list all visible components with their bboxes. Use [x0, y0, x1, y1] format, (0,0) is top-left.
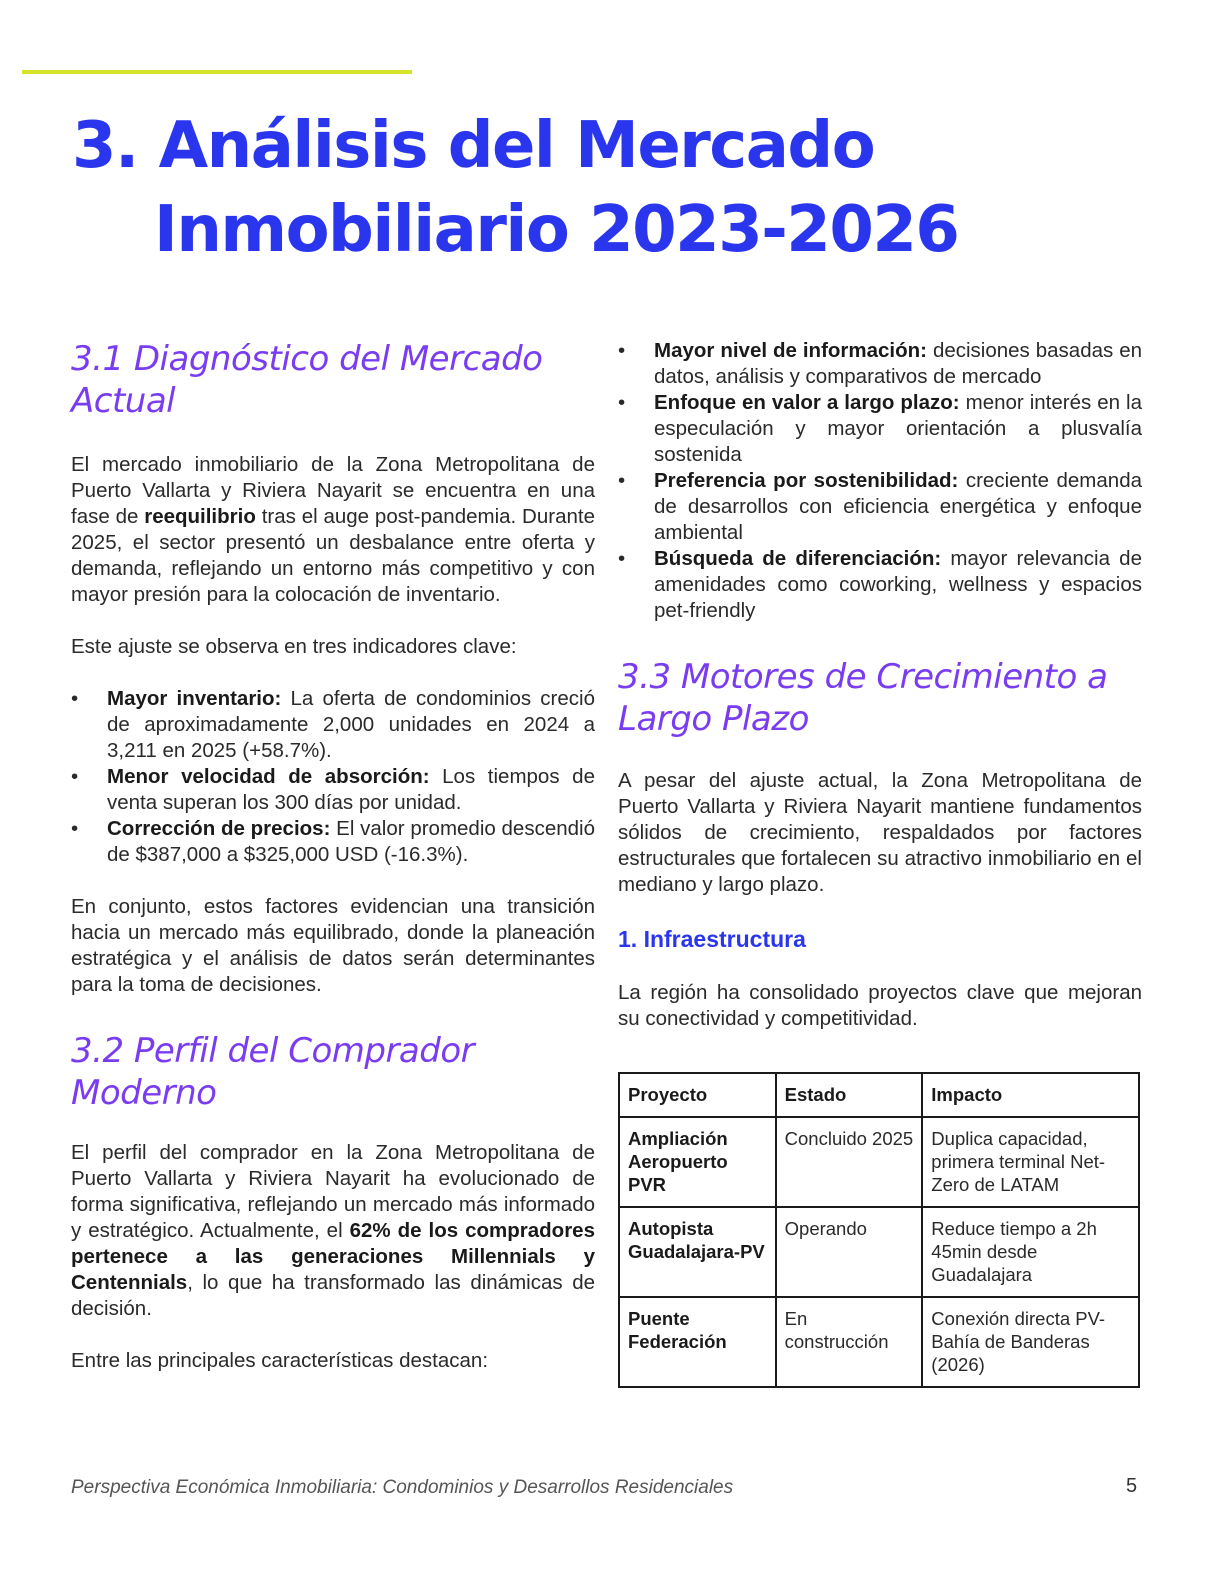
bullet-bold: Búsqueda de diferenciación: — [654, 547, 942, 570]
table-cell: Operando — [776, 1207, 923, 1297]
left-column — [71, 338, 595, 1374]
bullet-icon: • — [71, 687, 79, 710]
table-cell: Concluido 2025 — [776, 1117, 923, 1207]
page-title-line2: Inmobiliario 2023-2026 — [154, 193, 959, 267]
table-cell: Conexión directa PV-Bahía de Banderas (2026) — [922, 1297, 1139, 1387]
table-cell: Duplica capacidad, primera terminal Net-Zero de LATAM — [922, 1117, 1139, 1207]
section-3-3-paragraph-2: La región ha consolidado proyectos clave que mejoran su conectividad y competitividad. — [618, 981, 1142, 1030]
bullet-bold: Mayor nivel de información: — [654, 339, 927, 362]
list-item — [71, 764, 595, 816]
bullet-bold: Corrección de precios: — [107, 817, 331, 840]
list-item — [618, 338, 1142, 390]
table-header-cell: Estado — [776, 1073, 923, 1117]
table-header-row — [619, 1073, 1139, 1117]
bullet-bold: Mayor inventario: — [107, 687, 282, 710]
bullet-icon: • — [618, 469, 626, 492]
bullet-text: La oferta de condominios creció de aproximadamente 2,000 unidades en 2024 a 3,211 en 2025 (+58.7%). — [107, 687, 595, 762]
bullet-text: decisiones basadas en datos, análisis y comparativos de mercado — [654, 339, 1143, 388]
bold-span: reequilibrio — [144, 505, 256, 528]
bullet-icon: • — [71, 817, 79, 840]
page-title — [72, 104, 1172, 272]
text-span: El perfil del comprador en la Zona Metropolitana de Puerto Vallarta y Riviera Nayarit ha evolucionado de forma significativa, reflejando un mercado más informado y estratégico. Actualmente, el — [71, 1141, 595, 1242]
table-cell: Reduce tiempo a 2h 45min desde Guadalajara — [922, 1207, 1139, 1297]
text-span: tras el auge post-pandemia. Durante 2025, el sector presentó un desbalance entre oferta y demanda, reflejando un entorno más competitivo y con mayor presión para la colocación de inventario. — [71, 505, 595, 606]
right-column — [618, 338, 1142, 1388]
section-3-2-paragraph-1 — [71, 1140, 595, 1322]
table-cell: Ampliación Aeropuerto PVR — [619, 1117, 776, 1207]
list-item — [618, 390, 1142, 468]
bullet-icon: • — [618, 547, 626, 570]
section-3-2-bullets — [618, 338, 1142, 624]
bullet-icon: • — [618, 391, 626, 414]
bullet-text: El valor promedio descendió de $387,000 a $325,000 USD (-16.3%). — [107, 817, 595, 866]
table-row — [619, 1117, 1139, 1207]
section-3-2-heading: 3.2 Perfil del Comprador Moderno — [71, 1031, 475, 1113]
bullet-text: menor interés en la especulación y mayor orientación a plusvalía sostenida — [654, 391, 1142, 466]
section-3-2-paragraph-2: Entre las principales características destacan: — [71, 1349, 489, 1372]
bold-span: 62% de los compradores pertenece a las generaciones Millennials y Centennials — [71, 1219, 595, 1294]
footer-text: Perspectiva Económica Inmobiliaria: Condominios y Desarrollos Residenciales — [71, 1477, 734, 1498]
section-3-1-heading: 3.1 Diagnóstico del Mercado Actual — [71, 339, 543, 421]
table-cell: En construcción — [776, 1297, 923, 1387]
table-header-cell: Proyecto — [619, 1073, 776, 1117]
bullet-text: mayor relevancia de amenidades como coworking, wellness y espacios pet-friendly — [654, 547, 1142, 622]
section-3-1-paragraph-3: En conjunto, estos factores evidencian una transición hacia un mercado más equilibrado, donde la planeación estratégica y el análisis de datos serán determinantes para la toma de decisiones. — [71, 895, 595, 996]
infrastructure-table — [618, 1072, 1140, 1388]
bullet-bold: Menor velocidad de absorción: — [107, 765, 430, 788]
section-3-1-bullets — [71, 686, 595, 868]
bullet-bold: Preferencia por sostenibilidad: — [654, 469, 959, 492]
text-span: El mercado inmobiliario de la Zona Metropolitana de Puerto Vallarta y Riviera Nayarit se encuentra en una fase de — [71, 453, 595, 528]
list-item — [71, 816, 595, 868]
list-item — [71, 686, 595, 764]
list-item — [618, 546, 1142, 624]
section-3-3-heading: 3.3 Motores de Crecimiento a Largo Plazo — [618, 657, 1108, 739]
bullet-icon: • — [71, 765, 79, 788]
bullet-icon: • — [618, 339, 626, 362]
section-3-1-paragraph-2: Este ajuste se observa en tres indicadores clave: — [71, 635, 517, 658]
table-cell: Puente Federación — [619, 1297, 776, 1387]
top-accent-line — [22, 70, 412, 74]
section-3-3-paragraph-1: A pesar del ajuste actual, la Zona Metropolitana de Puerto Vallarta y Riviera Nayarit mantiene fundamentos sólidos de crecimiento, respaldados por factores estructurales que fortalecen su atractivo inmobiliario en el mediano y largo plazo. — [618, 769, 1142, 896]
text-span: , lo que ha transformado las dinámicas de decisión. — [71, 1271, 595, 1320]
table-row — [619, 1297, 1139, 1387]
bullet-text: creciente demanda de desarrollos con eficiencia energética y enfoque ambiental — [654, 469, 1142, 544]
bullet-text: Los tiempos de venta superan los 300 días por unidad. — [107, 765, 595, 814]
page-title-line1: 3. Análisis del Mercado — [72, 109, 875, 183]
subsection-infraestructura-heading: 1. Infraestructura — [618, 926, 806, 952]
page-number: 5 — [1126, 1475, 1138, 1497]
table-row — [619, 1207, 1139, 1297]
section-3-1-paragraph-1 — [71, 452, 595, 608]
table-header-cell: Impacto — [922, 1073, 1139, 1117]
bullet-bold: Enfoque en valor a largo plazo: — [654, 391, 960, 414]
list-item — [618, 468, 1142, 546]
table-cell: Autopista Guadalajara-PV — [619, 1207, 776, 1297]
